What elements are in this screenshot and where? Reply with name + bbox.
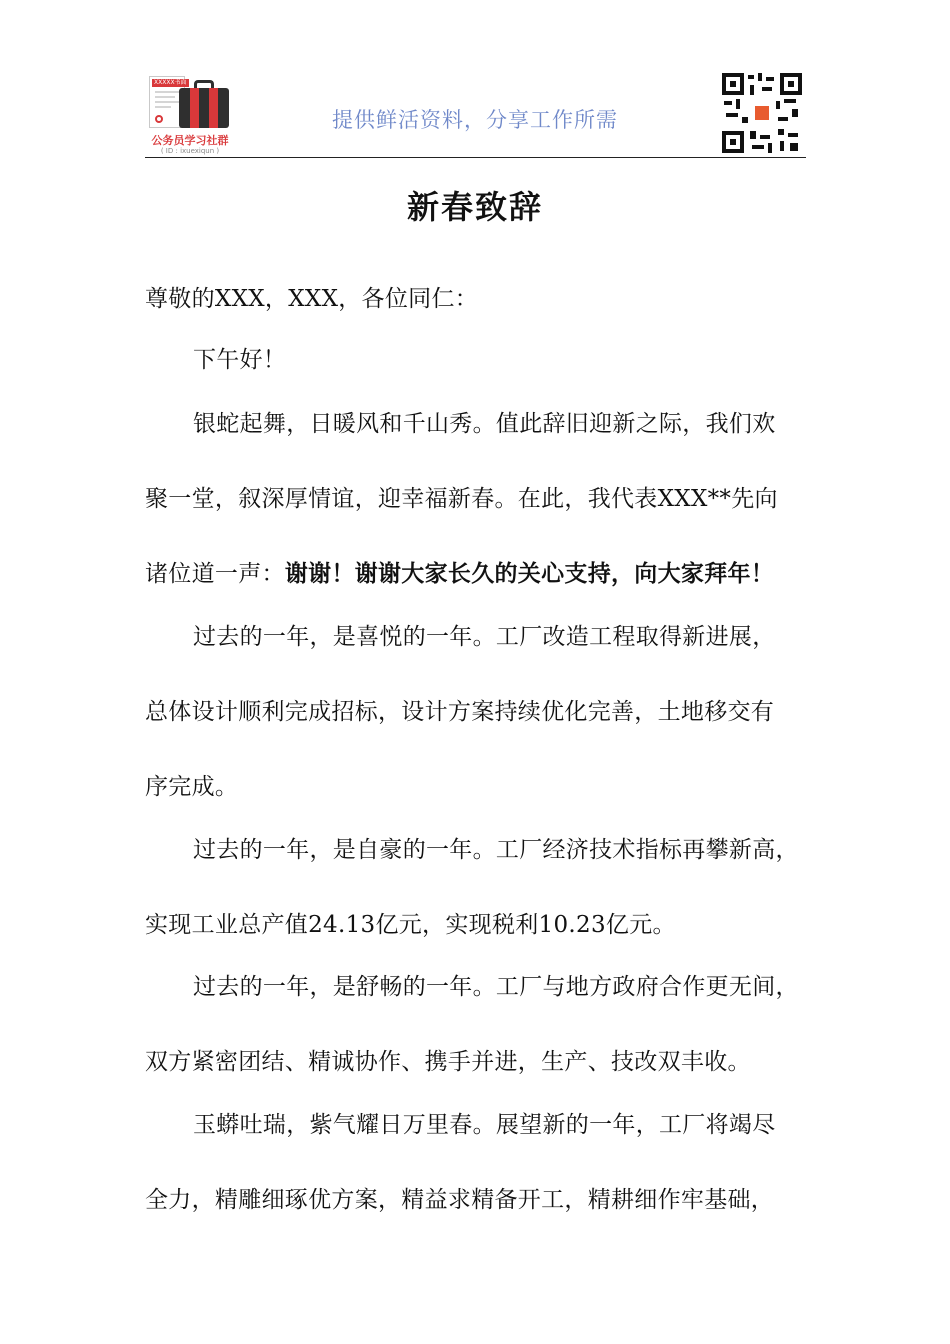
qr-module [788, 133, 798, 137]
paragraph-line: 过去的一年，是喜悦的一年。工厂改造工程取得新进展， [193, 624, 776, 650]
logo-doc-line [155, 91, 179, 93]
emphasized-text: 谢谢！谢谢大家长久的关心支持，向大家拜年！ [284, 560, 775, 587]
page-header [145, 70, 805, 160]
qr-finder [722, 73, 744, 95]
qr-module [758, 73, 762, 81]
document-title: 新春致辞 [406, 188, 543, 226]
qr-module [726, 113, 738, 117]
qr-finder [722, 131, 744, 153]
briefcase-stripe [209, 88, 218, 128]
logo-doc-line [155, 96, 175, 98]
qr-module [762, 87, 772, 91]
qr-module [784, 99, 796, 103]
qr-module [752, 145, 764, 149]
paragraph-line: 过去的一年，是自豪的一年。工厂经济技术指标再攀新高， [193, 837, 799, 863]
qr-module [750, 131, 756, 139]
qr-module [778, 129, 784, 135]
logo-title: 公务员学习社群 [151, 134, 229, 147]
logo-doc-line [155, 106, 171, 108]
logo-id: ( ID : ixuexiqun ) [160, 147, 220, 155]
logo-doc-tag: XXXXX书面 [154, 79, 187, 86]
paragraph-line: 聚一堂，叙深厚情谊，迎幸福新春。在此，我代表XXX**先向 [145, 486, 778, 512]
header-slogan: 提供鲜活资料，分享工作所需 [332, 108, 618, 132]
logo [145, 70, 245, 160]
qr-module [748, 75, 754, 79]
briefcase-stripe [190, 88, 199, 128]
paragraph-line: 玉蟒吐瑞，紫气耀日万里春。展望新的一年，工厂将竭尽 [193, 1112, 776, 1138]
qr-module [768, 143, 772, 153]
paragraph-line: 序完成。 [145, 774, 239, 800]
qr-module [778, 117, 788, 121]
paragraph-line: 双方紧密团结、精诚协作、携手并进，生产、技改双丰收。 [145, 1049, 751, 1075]
paragraph-text: 诸位道一声： [145, 561, 285, 587]
salutation: 尊敬的XXX，XXX，各位同仁： [145, 286, 479, 312]
paragraph-line: 总体设计顺利完成招标，设计方案持续优化完善，土地移交有 [145, 699, 775, 725]
briefcase-icon [179, 88, 229, 128]
paragraph-line: 银蛇起舞，日暖风和千山秀。值此辞旧迎新之际，我们欢 [193, 411, 776, 437]
logo-doc-line [155, 101, 179, 103]
qr-module [750, 85, 754, 95]
qr-module [736, 99, 740, 109]
qr-module [724, 101, 732, 105]
qr-center-logo [753, 104, 771, 122]
seal-icon [155, 115, 163, 123]
paragraph-line: 全力，精雕细琢优方案，精益求精备开工，精耕细作牢基础， [145, 1187, 775, 1213]
paragraph-line [145, 559, 774, 589]
qr-module [760, 135, 770, 139]
qr-module [776, 101, 780, 109]
qr-module [790, 143, 798, 151]
qr-module [766, 77, 774, 81]
qr-module [742, 117, 748, 123]
qr-module [792, 109, 798, 117]
paragraph-line: 过去的一年，是舒畅的一年。工厂与地方政府合作更无间， [193, 974, 799, 1000]
paragraph-line: 实现工业总产值24.13亿元，实现税利10.23亿元。 [145, 912, 676, 938]
greeting: 下午好！ [193, 347, 287, 373]
header-divider [145, 157, 806, 158]
qr-finder [780, 73, 802, 95]
qr-module [780, 141, 784, 151]
qr-code-icon [722, 73, 802, 153]
